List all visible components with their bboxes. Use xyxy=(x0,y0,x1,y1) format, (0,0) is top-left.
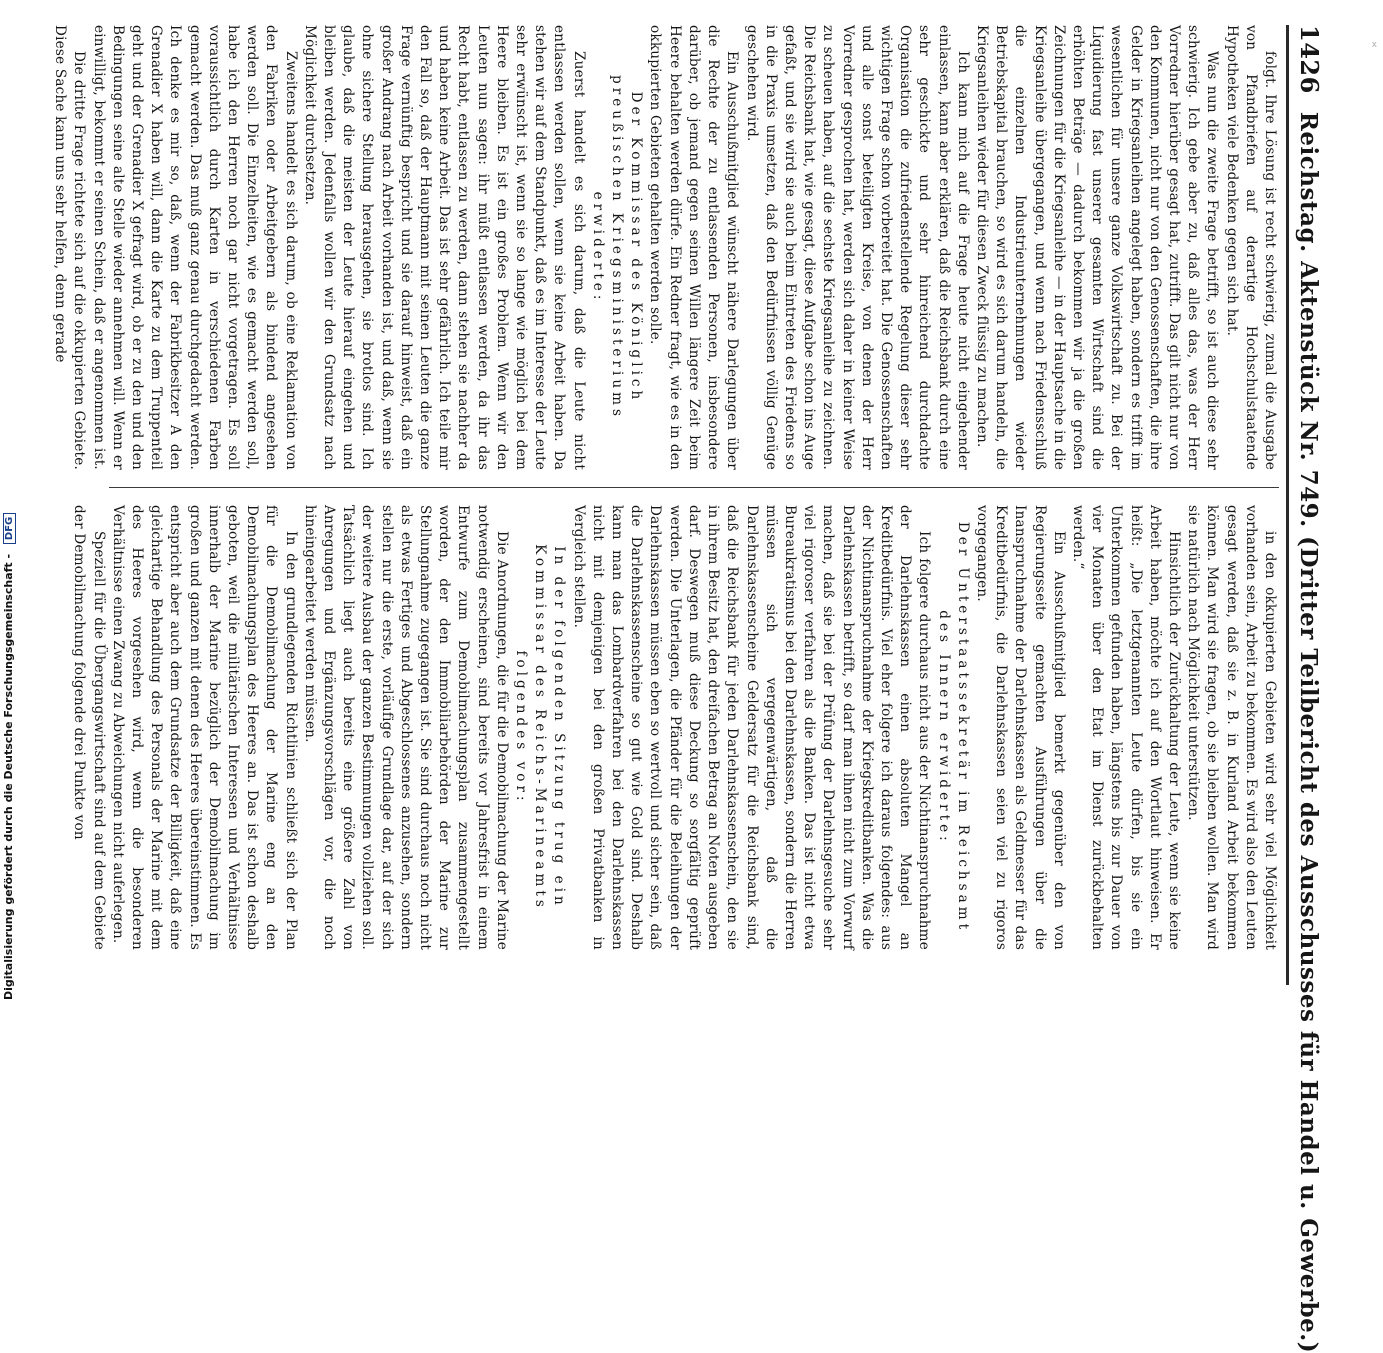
speaker-heading: Der Unterstaatssekretär im Reichsamt des Innern erwiderte: xyxy=(935,521,971,934)
paragraph: Die Anordnungen, die für die Demobilmachung der Marine notwendig erscheinen, sind bereits vor Jahresfrist in einem Entwurfe zum Demobilmachungsplan zusammengestellt worden, der den Immobiliarbehörden der Marine zur Stellungnahme zugegangen ist. Sie sind durchaus noch nicht als etwas Fertiges und Abgeschlossenes anzusehen, sondern stellen nur die erste, vorläufige Grundlage dar, auf der sich der weitere Ausbau der ganzen Bestimmungen vollziehen soll. Tatsächlich liegt auch bereits eine größere Zahl von Anregungen und Ergänzungsvorschlägen vor, die noch hineingearbeitet werden müssen. xyxy=(301,505,510,950)
paragraph: Ich kann mich auf die Frage heute nicht eingehender einlassen, kann aber erklären, daß die Reichsbank durch eine sehr geschickte und sehr hinreichend durchdachte Organisation die zufriedenstellende Regelung dieser sehr wichtigen Frage schon vorbereitet hat. Die Genossenschaften und alle sonst beteiligten Kreise, von denen der Herr Vorredner gesprochen hat, werden sich daher in keiner Weise zu scheuen haben, auf die sechste Kriegsanleihe zu zeichnen. Die Reichsbank hat, wie gesagt, diese Aufgabe schon ins Auge gefaßt, und sie wird sie auch beim Eintreten des Friedens so in die Praxis umsetzen, daß den Bedürfnissen völlig Genüge geschehen wird. xyxy=(743,25,971,470)
paragraph: In den grundlegenden Richtlinien schließt sich der Plan für die Demobilmachung der Marine eng an den Demobilmachungsplan des Heeres an. Das ist schon deshalb geboten, weil die militärischen Interessen und Verhältnisse innerhalb der Marine bezüglich der Demobilmachung im großen und ganzen mit denen des Heeres übereinstimmen. Es entspricht aber auch dem Grundsatze der Billigkeit, daß eine gleichartige Behandlung des Personals der Marine mit dem des Heeres vorgesehen wird, wenn die besonderen Verhältnisse einen Zwang zu Abweichungen nicht auferlegen. xyxy=(109,505,299,950)
digitization-note-text: Digitalisierung gefördert durch die Deutsche Forschungsgemeinschaft - xyxy=(2,553,15,1000)
page-header xyxy=(1286,25,1335,1353)
page-title: Reichstag. Aktenstück Nr. 749. (Dritter Teilbericht des Ausschusses für Handel u. Gewerbe.) xyxy=(1295,111,1322,1353)
paragraph: Zweitens handelt es sich darum, ob eine Reklamation von den Fabriken oder Arbeitgebern als bindend angesehen werden soll. Die Einzelheiten, wie es gemacht werden soll, habe ich den Herren noch gar nicht vorgetragen. Es soll voraussichtlich durch Karten in verschiedenen Farben gemacht werden. Das muß ganz genau durchgedacht werden. Ich denke es mir so, daß, wenn der Fabrikbesitzer A den Grenadier X haben will, dann die Karte zu dem Truppenteil geht und der Grenadier X gefragt wird, ob er zu den und den Bedingungen seine alte Stelle wieder annehmen will. Wenn er einwilligt, bekommt er seinen Schein, daß er angenommen ist. xyxy=(90,25,299,470)
dfg-logo: DFG xyxy=(3,513,16,544)
column-divider xyxy=(109,487,1279,488)
paragraph: Ein Ausschußmitglied bemerkt gegenüber den von Regierungsseite gemachten Ausführungen über die Inanspruchnahme der Darlehnskassen als Geldmesser für das Kreditbedürfnis, die Darlehnskassen seien viel zu rigoros vorgegangen. xyxy=(973,505,1067,950)
speaker-heading: In der folgenden Sitzung trug ein Kommissar des Reichs-Marineamts folgendes vor: xyxy=(513,544,568,911)
left-column xyxy=(52,25,1279,470)
right-column xyxy=(71,505,1279,950)
rotated-page-content xyxy=(52,25,1335,1353)
paragraph: folgt. Ihre Lösung ist recht schwierig, zumal die Ausgabe von Pfandbriefen auf derartige Hochschulstaatende Hypotheken viele Bedenken gegen sich hat. xyxy=(1223,25,1278,470)
paragraph: Zuerst handelt es sich darum, daß die Leute nicht entlassen werden sollen, wenn sie keine Arbeit haben. Da stehen wir auf dem Standpunkt, daß es im Interesse der Leute sehr erwünscht ist, wenn sie so lange wie möglich bei dem Heere bleiben. Es ist ein großes Problem. Wenn wir den Leuten nun sagen: ihr müßt entlassen werden, da ihr das Recht habt, entlassen zu werden, dann stehen sie nachher da und haben keine Arbeit. Das ist sehr gefährlich. Ich teile mir den Fall so, daß der Hauptmann mit seinen Leuten die ganze Frage vernünftig bespricht und sie darauf hinweist, daß ein großer Andrang nach Arbeit vorhanden ist, und daß, wenn sie ohne sichere Stellung herausgehen, sie brotlos sind. Ich glaube, daß die meisten der Leute hierauf eingehen und bleiben werden. Jedenfalls wollen wir den Grundsatz nach Möglichkeit durchsetzen. xyxy=(301,25,587,470)
paragraph: Ich folgere durchaus nicht aus der Nichtinanspruchnahme der Darlehnskassen einen absoluten Mangel an Kreditbedürfnis. Viel eher folgere ich daraus folgendes: aus der Nichtinanspruchnahme der Kriegskreditbanken. Was die Darlehnskassen betrifft, so darf man ihnen nicht zum Vorwurf machen, daß sie bei der Prüfung der Darlehnsgesuche sehr viel rigoroser verfahren als die Banken. Das ist nicht etwa Bureaukratismus bei den Darlehnskassen, sondern die Herren müssen sich vergegenwärtigen, daß die Darlehnskassenscheine Geldersatz für die Reichsbank sind, daß die Reichsbank für jeden Darlehnskassenschein, den sie in ihrem Besitz hat, den dreifachen Betrag an Noten ausgeben darf. Deswegen muß diese Deckung so sorgfältig geprüft werden. Die Unterlagen, die Pfänder für die Beleihungen der Darlehnskassen müssen eben so wertvoll und sicher sein, daß die Darlehnskassenscheine so gut wie Gold sind. Deshalb kann man das Lombardverfahren bei den Darlehnskassen nicht mit demjenigen bei den großen Privatbanken in Vergleich stellen. xyxy=(570,505,933,950)
paragraph: Die dritte Frage richtete sich auf die okkupierten Gebiete. Diese Sache kann uns sehr helfen, denn gerade xyxy=(52,25,88,470)
paragraph: Speziell für die Übergangswirtschaft sind auf dem Gebiete der Demobilmachung folgende drei Punkte von xyxy=(71,505,107,950)
paragraph: in den okkupierten Gebieten wird sehr viel Möglichkeit vorhanden sein, Arbeit zu bekommen. Es wird also den Leuten gesagt werden, daß sie z. B. in Kurland Arbeit bekommen können. Man wird sie fragen, ob sie bleiben wollen. Man wird sie natürlich nach Möglichkeit unterstützen. xyxy=(1185,505,1278,950)
page-number: 1426 xyxy=(1295,25,1324,94)
paragraph: Hinsichtlich der Zurückhaltung der Leute, wenn sie keine Arbeit haben, möchte ich auf den Wortlaut hinweisen. Er heißt: „Die letztgenannten Leute dürfen, bis sie ein Unterkommen gefunden haben, längstens bis zur Dauer von vier Monaten über den Etat im Dienst zurückbehalten werden.“ xyxy=(1069,505,1182,950)
paragraph: Ein Ausschußmitglied wünscht nähere Darlegungen über die Rechte der zu entlassenden Personen, insbesondere darüber, ob jemand gegen seinen Willen längere Zeit beim Heere behalten werden dürfe. Ein Redner fragt, wie es in den okkupierten Gebieten gehalten werden solle. xyxy=(647,25,741,470)
corner-mark: x xyxy=(1371,40,1377,50)
digitization-note xyxy=(2,10,16,1000)
speaker-heading: Der Kommissar des Königlich preußischen Kriegsministeriums erwiderte: xyxy=(589,75,645,420)
paragraph: Was nun die zweite Frage betrifft, so ist auch diese sehr schwierig. Ich gebe aber zu, daß alles das, was der Herr Vorredner hierüber gesagt hat, zutrifft. Das gilt nicht nur von den Kommunen, nicht nur von den Genossenschaften, die ihre Gelder in Kriegsanleihen angelegt haben, sondern es trifft im wesentlichen für unsere ganze Volkswirtschaft zu. Bei der Liquidierung fast unserer gesamten Wirtschaft sind die erhöhten Beträge — dadurch bekommen wir ja die großen Zeichnungen für die Kriegsanleihe — in der Hauptsache in die Kriegsanleihe übergegangen, und wenn nach Friedensschluß die einzelnen Industrieunternehmungen wieder Betriebskapital brauchen, so wird es sich darum handeln, die Kriegsanleihen wieder für diesen Zweck flüssig zu machen. xyxy=(973,25,1221,470)
